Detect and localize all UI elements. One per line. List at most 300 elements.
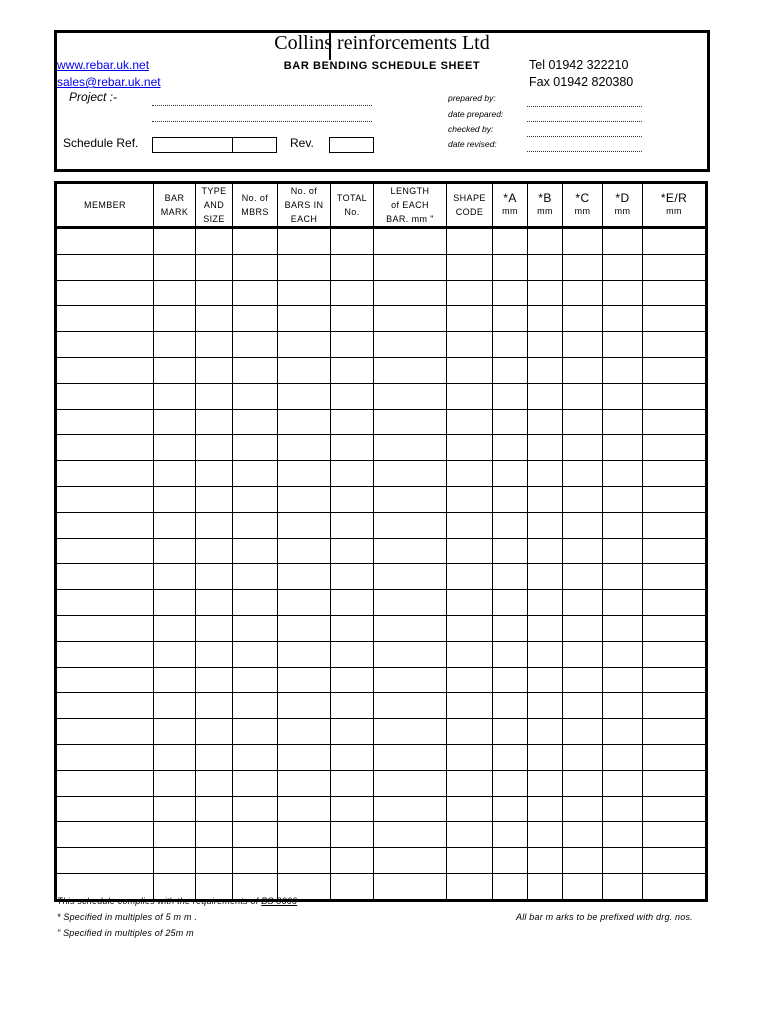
- cell-no-of-bars-in-each[interactable]: [278, 744, 331, 770]
- cell-shape-code[interactable]: [447, 615, 493, 641]
- cell-length-of-each-bar[interactable]: [374, 409, 447, 435]
- cell-dim-d[interactable]: [603, 822, 643, 848]
- cell-type-and-size[interactable]: [196, 512, 233, 538]
- cell-length-of-each-bar[interactable]: [374, 280, 447, 306]
- cell-no-of-mbrs[interactable]: [233, 486, 278, 512]
- cell-dim-d[interactable]: [603, 280, 643, 306]
- cell-dim-d[interactable]: [603, 770, 643, 796]
- cell-member[interactable]: [56, 228, 154, 255]
- cell-bar-mark[interactable]: [154, 461, 196, 487]
- cell-dim-d[interactable]: [603, 383, 643, 409]
- cell-length-of-each-bar[interactable]: [374, 435, 447, 461]
- cell-dim-d[interactable]: [603, 306, 643, 332]
- checked-by-line[interactable]: [527, 136, 642, 137]
- cell-dim-d[interactable]: [603, 719, 643, 745]
- cell-shape-code[interactable]: [447, 564, 493, 590]
- cell-length-of-each-bar[interactable]: [374, 486, 447, 512]
- cell-shape-code[interactable]: [447, 280, 493, 306]
- cell-shape-code[interactable]: [447, 641, 493, 667]
- cell-total-no[interactable]: [331, 409, 374, 435]
- cell-total-no[interactable]: [331, 744, 374, 770]
- cell-total-no[interactable]: [331, 615, 374, 641]
- cell-dim-c[interactable]: [563, 254, 603, 280]
- cell-total-no[interactable]: [331, 357, 374, 383]
- cell-total-no[interactable]: [331, 461, 374, 487]
- cell-dim-a[interactable]: [493, 306, 528, 332]
- cell-dim-c[interactable]: [563, 667, 603, 693]
- date-prepared-line[interactable]: [527, 121, 642, 122]
- cell-shape-code[interactable]: [447, 228, 493, 255]
- cell-no-of-mbrs[interactable]: [233, 822, 278, 848]
- cell-shape-code[interactable]: [447, 461, 493, 487]
- cell-type-and-size[interactable]: [196, 590, 233, 616]
- cell-dim-e-r[interactable]: [643, 512, 707, 538]
- cell-shape-code[interactable]: [447, 848, 493, 874]
- cell-dim-c[interactable]: [563, 744, 603, 770]
- cell-shape-code[interactable]: [447, 538, 493, 564]
- cell-no-of-mbrs[interactable]: [233, 357, 278, 383]
- cell-bar-mark[interactable]: [154, 822, 196, 848]
- cell-type-and-size[interactable]: [196, 280, 233, 306]
- cell-dim-c[interactable]: [563, 512, 603, 538]
- cell-dim-e-r[interactable]: [643, 409, 707, 435]
- cell-no-of-mbrs[interactable]: [233, 461, 278, 487]
- cell-dim-e-r[interactable]: [643, 693, 707, 719]
- cell-bar-mark[interactable]: [154, 228, 196, 255]
- cell-dim-a[interactable]: [493, 848, 528, 874]
- cell-no-of-bars-in-each[interactable]: [278, 409, 331, 435]
- rev-field[interactable]: [329, 137, 374, 153]
- cell-dim-b[interactable]: [528, 615, 563, 641]
- cell-member[interactable]: [56, 744, 154, 770]
- cell-shape-code[interactable]: [447, 873, 493, 900]
- cell-dim-c[interactable]: [563, 280, 603, 306]
- cell-member[interactable]: [56, 409, 154, 435]
- cell-dim-d[interactable]: [603, 486, 643, 512]
- cell-type-and-size[interactable]: [196, 615, 233, 641]
- cell-dim-a[interactable]: [493, 693, 528, 719]
- cell-dim-d[interactable]: [603, 435, 643, 461]
- website-link[interactable]: www.rebar.uk.net: [57, 58, 150, 72]
- cell-dim-c[interactable]: [563, 383, 603, 409]
- cell-dim-d[interactable]: [603, 873, 643, 900]
- cell-bar-mark[interactable]: [154, 512, 196, 538]
- schedule-ref-field-2[interactable]: [232, 137, 277, 153]
- cell-member[interactable]: [56, 435, 154, 461]
- cell-shape-code[interactable]: [447, 435, 493, 461]
- cell-total-no[interactable]: [331, 538, 374, 564]
- cell-length-of-each-bar[interactable]: [374, 770, 447, 796]
- cell-type-and-size[interactable]: [196, 332, 233, 358]
- cell-bar-mark[interactable]: [154, 667, 196, 693]
- cell-dim-a[interactable]: [493, 744, 528, 770]
- cell-dim-a[interactable]: [493, 409, 528, 435]
- cell-bar-mark[interactable]: [154, 306, 196, 332]
- cell-no-of-mbrs[interactable]: [233, 306, 278, 332]
- cell-dim-b[interactable]: [528, 641, 563, 667]
- cell-dim-c[interactable]: [563, 796, 603, 822]
- cell-bar-mark[interactable]: [154, 486, 196, 512]
- cell-no-of-mbrs[interactable]: [233, 383, 278, 409]
- cell-dim-b[interactable]: [528, 744, 563, 770]
- cell-no-of-mbrs[interactable]: [233, 848, 278, 874]
- cell-no-of-mbrs[interactable]: [233, 770, 278, 796]
- cell-no-of-bars-in-each[interactable]: [278, 848, 331, 874]
- cell-no-of-bars-in-each[interactable]: [278, 796, 331, 822]
- cell-member[interactable]: [56, 332, 154, 358]
- cell-dim-c[interactable]: [563, 564, 603, 590]
- cell-no-of-mbrs[interactable]: [233, 615, 278, 641]
- cell-length-of-each-bar[interactable]: [374, 538, 447, 564]
- cell-member[interactable]: [56, 306, 154, 332]
- cell-dim-b[interactable]: [528, 486, 563, 512]
- cell-dim-b[interactable]: [528, 383, 563, 409]
- cell-member[interactable]: [56, 486, 154, 512]
- cell-no-of-bars-in-each[interactable]: [278, 357, 331, 383]
- cell-no-of-mbrs[interactable]: [233, 744, 278, 770]
- cell-dim-e-r[interactable]: [643, 280, 707, 306]
- cell-no-of-bars-in-each[interactable]: [278, 383, 331, 409]
- cell-dim-a[interactable]: [493, 641, 528, 667]
- cell-dim-c[interactable]: [563, 228, 603, 255]
- cell-member[interactable]: [56, 383, 154, 409]
- cell-type-and-size[interactable]: [196, 564, 233, 590]
- cell-member[interactable]: [56, 512, 154, 538]
- cell-bar-mark[interactable]: [154, 435, 196, 461]
- cell-member[interactable]: [56, 822, 154, 848]
- cell-bar-mark[interactable]: [154, 693, 196, 719]
- cell-type-and-size[interactable]: [196, 770, 233, 796]
- cell-type-and-size[interactable]: [196, 822, 233, 848]
- cell-no-of-mbrs[interactable]: [233, 332, 278, 358]
- cell-total-no[interactable]: [331, 383, 374, 409]
- schedule-ref-field-1[interactable]: [152, 137, 233, 153]
- cell-total-no[interactable]: [331, 770, 374, 796]
- cell-dim-b[interactable]: [528, 822, 563, 848]
- cell-member[interactable]: [56, 848, 154, 874]
- cell-dim-a[interactable]: [493, 228, 528, 255]
- cell-member[interactable]: [56, 719, 154, 745]
- cell-dim-b[interactable]: [528, 538, 563, 564]
- cell-dim-c[interactable]: [563, 486, 603, 512]
- cell-no-of-bars-in-each[interactable]: [278, 719, 331, 745]
- cell-total-no[interactable]: [331, 254, 374, 280]
- cell-bar-mark[interactable]: [154, 538, 196, 564]
- cell-dim-d[interactable]: [603, 744, 643, 770]
- cell-no-of-bars-in-each[interactable]: [278, 486, 331, 512]
- cell-shape-code[interactable]: [447, 744, 493, 770]
- cell-total-no[interactable]: [331, 306, 374, 332]
- cell-length-of-each-bar[interactable]: [374, 512, 447, 538]
- cell-member[interactable]: [56, 254, 154, 280]
- cell-length-of-each-bar[interactable]: [374, 719, 447, 745]
- cell-type-and-size[interactable]: [196, 435, 233, 461]
- cell-dim-e-r[interactable]: [643, 641, 707, 667]
- cell-type-and-size[interactable]: [196, 409, 233, 435]
- cell-no-of-bars-in-each[interactable]: [278, 564, 331, 590]
- cell-dim-b[interactable]: [528, 435, 563, 461]
- cell-bar-mark[interactable]: [154, 280, 196, 306]
- cell-shape-code[interactable]: [447, 357, 493, 383]
- cell-member[interactable]: [56, 280, 154, 306]
- cell-dim-d[interactable]: [603, 332, 643, 358]
- cell-dim-e-r[interactable]: [643, 383, 707, 409]
- cell-no-of-bars-in-each[interactable]: [278, 538, 331, 564]
- cell-type-and-size[interactable]: [196, 693, 233, 719]
- cell-dim-e-r[interactable]: [643, 486, 707, 512]
- cell-length-of-each-bar[interactable]: [374, 667, 447, 693]
- cell-dim-c[interactable]: [563, 873, 603, 900]
- cell-type-and-size[interactable]: [196, 228, 233, 255]
- cell-dim-c[interactable]: [563, 641, 603, 667]
- cell-length-of-each-bar[interactable]: [374, 848, 447, 874]
- cell-no-of-bars-in-each[interactable]: [278, 254, 331, 280]
- cell-dim-c[interactable]: [563, 357, 603, 383]
- cell-no-of-mbrs[interactable]: [233, 228, 278, 255]
- cell-shape-code[interactable]: [447, 667, 493, 693]
- cell-no-of-bars-in-each[interactable]: [278, 306, 331, 332]
- cell-type-and-size[interactable]: [196, 744, 233, 770]
- cell-dim-b[interactable]: [528, 461, 563, 487]
- cell-dim-c[interactable]: [563, 435, 603, 461]
- cell-no-of-mbrs[interactable]: [233, 564, 278, 590]
- cell-no-of-bars-in-each[interactable]: [278, 615, 331, 641]
- cell-member[interactable]: [56, 564, 154, 590]
- cell-dim-c[interactable]: [563, 848, 603, 874]
- cell-dim-e-r[interactable]: [643, 254, 707, 280]
- cell-dim-d[interactable]: [603, 667, 643, 693]
- cell-type-and-size[interactable]: [196, 306, 233, 332]
- cell-length-of-each-bar[interactable]: [374, 693, 447, 719]
- cell-total-no[interactable]: [331, 280, 374, 306]
- cell-bar-mark[interactable]: [154, 383, 196, 409]
- cell-total-no[interactable]: [331, 822, 374, 848]
- cell-type-and-size[interactable]: [196, 848, 233, 874]
- cell-dim-b[interactable]: [528, 280, 563, 306]
- cell-total-no[interactable]: [331, 332, 374, 358]
- cell-dim-e-r[interactable]: [643, 796, 707, 822]
- cell-dim-b[interactable]: [528, 228, 563, 255]
- cell-no-of-bars-in-each[interactable]: [278, 770, 331, 796]
- cell-bar-mark[interactable]: [154, 641, 196, 667]
- cell-dim-a[interactable]: [493, 719, 528, 745]
- cell-dim-a[interactable]: [493, 357, 528, 383]
- cell-dim-c[interactable]: [563, 822, 603, 848]
- cell-dim-b[interactable]: [528, 770, 563, 796]
- cell-shape-code[interactable]: [447, 486, 493, 512]
- cell-shape-code[interactable]: [447, 409, 493, 435]
- cell-length-of-each-bar[interactable]: [374, 744, 447, 770]
- cell-dim-a[interactable]: [493, 564, 528, 590]
- cell-length-of-each-bar[interactable]: [374, 357, 447, 383]
- cell-no-of-mbrs[interactable]: [233, 538, 278, 564]
- cell-dim-e-r[interactable]: [643, 357, 707, 383]
- cell-length-of-each-bar[interactable]: [374, 306, 447, 332]
- cell-dim-e-r[interactable]: [643, 461, 707, 487]
- cell-total-no[interactable]: [331, 512, 374, 538]
- cell-dim-a[interactable]: [493, 796, 528, 822]
- cell-length-of-each-bar[interactable]: [374, 796, 447, 822]
- email-link[interactable]: sales@rebar.uk.net: [57, 75, 161, 89]
- cell-dim-a[interactable]: [493, 770, 528, 796]
- cell-dim-c[interactable]: [563, 719, 603, 745]
- cell-bar-mark[interactable]: [154, 590, 196, 616]
- cell-member[interactable]: [56, 538, 154, 564]
- cell-no-of-bars-in-each[interactable]: [278, 332, 331, 358]
- cell-dim-e-r[interactable]: [643, 564, 707, 590]
- cell-length-of-each-bar[interactable]: [374, 383, 447, 409]
- cell-type-and-size[interactable]: [196, 538, 233, 564]
- cell-bar-mark[interactable]: [154, 796, 196, 822]
- cell-dim-c[interactable]: [563, 693, 603, 719]
- cell-bar-mark[interactable]: [154, 615, 196, 641]
- cell-length-of-each-bar[interactable]: [374, 461, 447, 487]
- cell-no-of-mbrs[interactable]: [233, 719, 278, 745]
- cell-dim-d[interactable]: [603, 693, 643, 719]
- cell-shape-code[interactable]: [447, 693, 493, 719]
- cell-total-no[interactable]: [331, 873, 374, 900]
- cell-shape-code[interactable]: [447, 719, 493, 745]
- cell-dim-b[interactable]: [528, 796, 563, 822]
- cell-dim-c[interactable]: [563, 306, 603, 332]
- cell-no-of-mbrs[interactable]: [233, 280, 278, 306]
- cell-dim-d[interactable]: [603, 254, 643, 280]
- cell-length-of-each-bar[interactable]: [374, 615, 447, 641]
- cell-total-no[interactable]: [331, 796, 374, 822]
- cell-type-and-size[interactable]: [196, 667, 233, 693]
- cell-no-of-mbrs[interactable]: [233, 667, 278, 693]
- cell-dim-a[interactable]: [493, 486, 528, 512]
- cell-dim-e-r[interactable]: [643, 590, 707, 616]
- cell-dim-c[interactable]: [563, 461, 603, 487]
- cell-shape-code[interactable]: [447, 332, 493, 358]
- cell-dim-d[interactable]: [603, 615, 643, 641]
- cell-no-of-bars-in-each[interactable]: [278, 822, 331, 848]
- cell-member[interactable]: [56, 357, 154, 383]
- cell-no-of-bars-in-each[interactable]: [278, 435, 331, 461]
- cell-shape-code[interactable]: [447, 770, 493, 796]
- cell-member[interactable]: [56, 770, 154, 796]
- cell-total-no[interactable]: [331, 641, 374, 667]
- cell-type-and-size[interactable]: [196, 254, 233, 280]
- cell-dim-e-r[interactable]: [643, 538, 707, 564]
- cell-no-of-mbrs[interactable]: [233, 435, 278, 461]
- cell-bar-mark[interactable]: [154, 564, 196, 590]
- cell-bar-mark[interactable]: [154, 719, 196, 745]
- cell-dim-a[interactable]: [493, 383, 528, 409]
- cell-no-of-mbrs[interactable]: [233, 512, 278, 538]
- cell-dim-e-r[interactable]: [643, 873, 707, 900]
- cell-dim-a[interactable]: [493, 873, 528, 900]
- cell-no-of-bars-in-each[interactable]: [278, 590, 331, 616]
- cell-length-of-each-bar[interactable]: [374, 641, 447, 667]
- cell-type-and-size[interactable]: [196, 383, 233, 409]
- cell-shape-code[interactable]: [447, 383, 493, 409]
- cell-no-of-bars-in-each[interactable]: [278, 228, 331, 255]
- date-revised-line[interactable]: [527, 151, 642, 152]
- cell-dim-d[interactable]: [603, 564, 643, 590]
- cell-dim-d[interactable]: [603, 848, 643, 874]
- cell-dim-b[interactable]: [528, 306, 563, 332]
- cell-bar-mark[interactable]: [154, 848, 196, 874]
- cell-length-of-each-bar[interactable]: [374, 228, 447, 255]
- cell-dim-e-r[interactable]: [643, 615, 707, 641]
- cell-total-no[interactable]: [331, 564, 374, 590]
- cell-no-of-bars-in-each[interactable]: [278, 280, 331, 306]
- cell-no-of-mbrs[interactable]: [233, 590, 278, 616]
- cell-dim-b[interactable]: [528, 719, 563, 745]
- cell-dim-a[interactable]: [493, 615, 528, 641]
- cell-bar-mark[interactable]: [154, 357, 196, 383]
- cell-dim-b[interactable]: [528, 254, 563, 280]
- cell-length-of-each-bar[interactable]: [374, 873, 447, 900]
- cell-dim-e-r[interactable]: [643, 744, 707, 770]
- cell-member[interactable]: [56, 641, 154, 667]
- cell-dim-b[interactable]: [528, 667, 563, 693]
- cell-dim-a[interactable]: [493, 538, 528, 564]
- cell-length-of-each-bar[interactable]: [374, 254, 447, 280]
- cell-dim-c[interactable]: [563, 770, 603, 796]
- cell-dim-c[interactable]: [563, 590, 603, 616]
- cell-dim-a[interactable]: [493, 822, 528, 848]
- cell-member[interactable]: [56, 667, 154, 693]
- cell-total-no[interactable]: [331, 693, 374, 719]
- cell-length-of-each-bar[interactable]: [374, 564, 447, 590]
- cell-dim-e-r[interactable]: [643, 332, 707, 358]
- cell-dim-b[interactable]: [528, 357, 563, 383]
- cell-dim-d[interactable]: [603, 409, 643, 435]
- cell-dim-d[interactable]: [603, 357, 643, 383]
- cell-shape-code[interactable]: [447, 590, 493, 616]
- cell-dim-e-r[interactable]: [643, 228, 707, 255]
- cell-dim-d[interactable]: [603, 512, 643, 538]
- cell-no-of-mbrs[interactable]: [233, 409, 278, 435]
- cell-no-of-mbrs[interactable]: [233, 641, 278, 667]
- cell-dim-b[interactable]: [528, 409, 563, 435]
- cell-dim-a[interactable]: [493, 332, 528, 358]
- cell-dim-a[interactable]: [493, 667, 528, 693]
- cell-length-of-each-bar[interactable]: [374, 822, 447, 848]
- cell-total-no[interactable]: [331, 486, 374, 512]
- cell-total-no[interactable]: [331, 848, 374, 874]
- cell-dim-d[interactable]: [603, 590, 643, 616]
- cell-dim-a[interactable]: [493, 512, 528, 538]
- cell-dim-b[interactable]: [528, 590, 563, 616]
- cell-dim-b[interactable]: [528, 512, 563, 538]
- cell-dim-b[interactable]: [528, 564, 563, 590]
- cell-shape-code[interactable]: [447, 796, 493, 822]
- cell-no-of-mbrs[interactable]: [233, 693, 278, 719]
- cell-type-and-size[interactable]: [196, 357, 233, 383]
- cell-no-of-mbrs[interactable]: [233, 254, 278, 280]
- cell-type-and-size[interactable]: [196, 641, 233, 667]
- cell-dim-a[interactable]: [493, 461, 528, 487]
- cell-bar-mark[interactable]: [154, 770, 196, 796]
- cell-dim-d[interactable]: [603, 796, 643, 822]
- project-line-2[interactable]: [152, 121, 372, 122]
- cell-dim-e-r[interactable]: [643, 435, 707, 461]
- cell-type-and-size[interactable]: [196, 796, 233, 822]
- cell-type-and-size[interactable]: [196, 461, 233, 487]
- cell-length-of-each-bar[interactable]: [374, 590, 447, 616]
- cell-total-no[interactable]: [331, 228, 374, 255]
- cell-no-of-bars-in-each[interactable]: [278, 693, 331, 719]
- cell-total-no[interactable]: [331, 435, 374, 461]
- cell-dim-c[interactable]: [563, 332, 603, 358]
- cell-type-and-size[interactable]: [196, 719, 233, 745]
- cell-dim-a[interactable]: [493, 435, 528, 461]
- cell-dim-e-r[interactable]: [643, 719, 707, 745]
